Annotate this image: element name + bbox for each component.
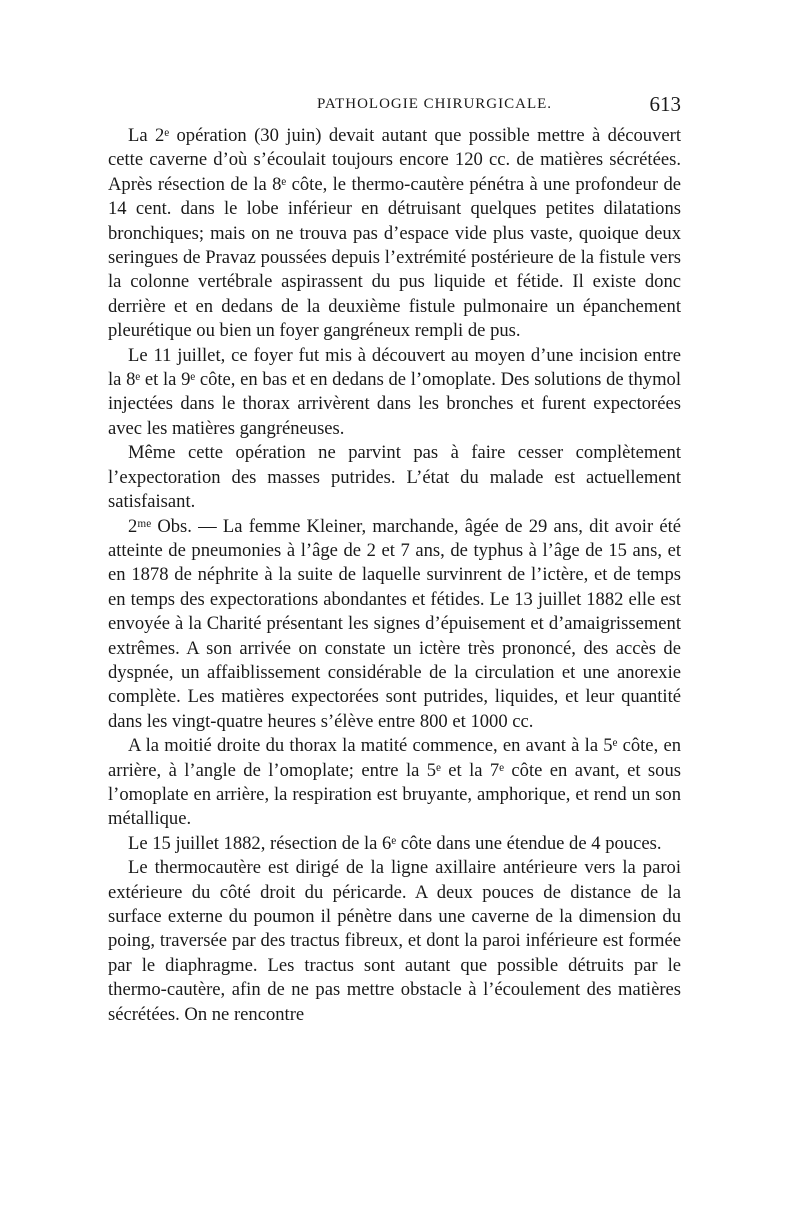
page-header (118, 92, 681, 122)
body-text (108, 124, 681, 1027)
running-title: PATHOLOGIE CHIRURGICALE. (316, 96, 553, 112)
paragraph-thorax-dullness: A la moitié droite du thorax la matité commence, en avant à la 5ᵉ côte, en arrière, à l’angle de l’omoplate; entre la 5ᵉ et la 7ᵉ côte en avant, et sous l’omoplate en arrière, la respiration est bruyante, amphorique, et rend un son métallique. (108, 735, 681, 830)
paragraph-july-11: Le 11 juillet, ce foyer fut mis à découvert au moyen d’une incision entre la 8ᵉ et la 9ᵉ côte, en bas et en dedans de l’omoplate. Des solutions de thymol injectées dans le thorax arrivèrent dans les bronches et furent expectorées avec les matières gangréneuses. (108, 344, 681, 439)
page-number: 613 (649, 92, 681, 116)
paragraph-second-operation: La 2ᵉ opération (30 juin) devait autant que possible mettre à découvert cette caverne d’où s’écoulait toujours encore 120 cc. de matières sécrétées. Après résection de la 8ᵉ côte, le thermo-cautère pénétra à une profondeur de 14 cent. dans le lobe inférieur en détruisant quelques petites dilatations bronchiques; mais on ne trouva pas d’espace vide plus vaste, quoique deux seringues de Pravaz poussées depuis l’extrémité postérieure de la fistule vers la colonne vertébrale aspirassent du pus liquide et fétide. Il existe donc derrière et en dedans de la deuxième fistule pulmonaire un épanchement pleurétique ou bien un foyer gangréneux rempli de pus. (108, 125, 681, 342)
paragraph-observation-2: 2ᵐᵉ Obs. — La femme Kleiner, marchande, âgée de 29 ans, dit avoir été atteinte de pneumonies à l’âge de 2 et 7 ans, de typhus à l’âge de 15 ans, et en 1878 de néphrite à la suite de laquelle survinrent de l’ictère, et de temps en temps des expectorations abondantes et fétides. Le 13 juillet 1882 elle est envoyée à la Charité présentant les signes d’épuisement et d’amaigrissement extrêmes. A son arrivée on constate un ictère très prononcé, des accès de dyspnée, un affaiblissement considérable de la circulation et une anorexie complète. Les matières expectorées sont putrides, liquides, et leur quantité dans les vingt-quatre heures s’élève entre 800 et 1000 cc. (108, 515, 681, 732)
paragraph-expectoration: Même cette opération ne parvint pas à faire cesser complètement l’expectoration des masses putrides. L’état du malade est actuellement satisfaisant. (108, 442, 681, 513)
paragraph-july-15-resection: Le 15 juillet 1882, résection de la 6ᵉ côte dans une étendue de 4 pouces. (128, 832, 662, 854)
paragraph-thermocautery: Le thermocautère est dirigé de la ligne axillaire antérieure vers la paroi extérieure du côté droit du péricarde. A deux pouces de distance de la surface externe du poumon il pénètre dans une caverne de la dimension du poing, traversée par des tractus fibreux, et dont la paroi inférieure est formée par le diaphragme. Les tractus sont autant que possible détruits par le thermo-cautère, afin de ne pas mettre obstacle à l’écoulement des matières sécrétées. On ne rencontre (108, 857, 681, 1025)
